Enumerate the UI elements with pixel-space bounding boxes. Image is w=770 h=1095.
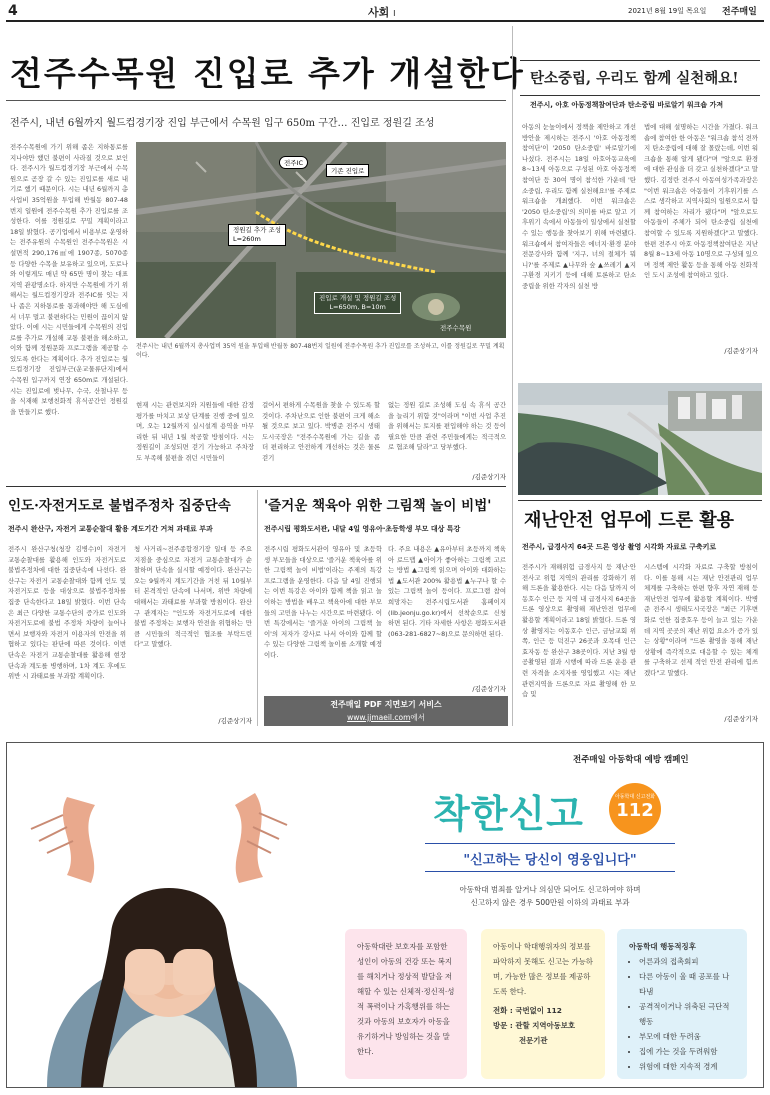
section-name bbox=[368, 4, 395, 20]
ad-desc-line-1: 아동학대 범죄를 알거나 의심만 되어도 신고하여야 하며 bbox=[459, 885, 641, 894]
carbon-col-1: 아동의 눈높이에서 정책을 제안하고 개선방안을 제시하는 전주시 '아호 아동정책참여단'이 '2050 탄소중립' 바로알기에 나섰다. 전주시는 18일 아호아동교육에 8~13세 아동으로 구성된 아호 아동정책참여단 등 30여 명이 참석한 가운데 '탄소중립, 우리도 함께 실천해요!'를 주제로 워크숍을 개최했다. 이번 워크숍은 '2050 탄소중립'의 의미를 바로 알고 기후위기 속에서 아동들이 일상에서 실천할 수 있는 행동을 찾아보기 위해 마련됐다. 워크숍에서 참여자들은 에너지·환경 분야 전문강사와 함께 '지구, 너의 절체가 뭐니?'를 주제로 ▲나무와 숲 ▲쓰레기 ▲지구환경 지키기 등에 대해 토론하고 탄소중립을 위한 각자의 실천 방 bbox=[522, 123, 636, 290]
pdf-service-link-line bbox=[264, 712, 508, 723]
book-col-2: 다. 주요 내용은 ▲유아부터 초등까지 책육아 로드맵 ▲아이가 좋아하는 그림책 고르는 방법 ▲그림책 읽으며 아이와 대화하는 법 ▲도서관 200% 활용법 ▲누구나 할 수 있는 그림책 놀이 등이다. 프로그램 참여 희망자는 전주시립도서관 홈페이지(lib.jeonju.go.kr)에서 선착순으로 신청하면 된다. 기타 자세한 사항은 평화도서관(063-281-6827~8)으로 문의하면 된다. bbox=[388, 545, 506, 638]
book-headline: '즐거운 책육아 위한 그림책 놀이 비법' bbox=[264, 498, 492, 514]
ad-logo: 착한신고 bbox=[433, 792, 584, 836]
main-subhead: 전주시, 내년 6월까지 월드컵경기장 진입 부근에서 수목원 입구 650m 구간… 진입로 정원길 조성 bbox=[10, 118, 435, 129]
ad-sign-item: • 어른과의 접촉회피 bbox=[639, 954, 735, 969]
ad-box-report-visit-2: 전문기관 bbox=[519, 1036, 548, 1045]
bike-book-divider bbox=[257, 490, 258, 726]
pdf-service-url[interactable]: www.jjmaeil.com bbox=[347, 713, 411, 722]
drone-headline: 재난안전 업무에 드론 활용 bbox=[524, 510, 735, 531]
book-reporter: /김준상기자 bbox=[472, 685, 506, 693]
bike-reporter: /김준상기자 bbox=[218, 717, 252, 725]
ad-sign-item: • 부모에 대한 두려움 bbox=[639, 1029, 735, 1044]
ad-box-signs bbox=[617, 929, 747, 1079]
carbon-subhead: 전주시, 아호 아동정책참여단과 탄소중립 바로알기 워크숍 가져 bbox=[530, 101, 724, 109]
bike-col-2: 청 사거리~전주종합경기장 일대 등 주요 지점을 중심으로 자전거 교통순찰대가 순찰하며 단속을 실시할 예정이다. 완산구는 오는 9월까지 계도기간을 거친 뒤 10월부터 본격적인 단속에 나서며, 위반 차량에 대해서는 과태료를 부과할 방침이다. 완산구 관계자는 "인도와 자전거도로에 대한 불법 주정차는 보행자 안전을 위협하는 만큼 시민들의 적극적인 협조를 부탁드린다"고 말했다. bbox=[134, 545, 252, 649]
paper-name: 전주매일 bbox=[722, 7, 757, 17]
ad-sign-item: • 위험에 대한 지속적 경계 bbox=[639, 1059, 735, 1074]
main-headline: 전주수목원 진입로 추가 개설한다 bbox=[10, 54, 525, 93]
ad-box-report-text: 아동이나 학대행위자의 정보를 파악하지 못해도 신고는 가능하며, 가능한 많은 정보를 제공하도록 한다. bbox=[493, 942, 593, 996]
main-col-3: 걸어서 편하게 수목원을 찾을 수 있도록 할 것이다. 주차난으로 인한 불편이 크게 해소될 것으로 보고 있다. 박병준 전주시 생태도시국장은 "전주수목원에 가는 길을 좀 더 편리하고 안전하게 개선하는 것은 물론 걷기 bbox=[262, 401, 380, 462]
carbon-col-2: 법에 대해 설명하는 시간을 가졌다. 워크숍에 참여한 한 아동은 "워크숍 참석 전까지 탄소중립에 대해 잘 몰랐는데, 이번 워크숍을 통해 알게 됐다"며 "앞으로 환경에 대한 관심을 더 갖고 실천하겠다"고 말했다. 김정란 전주시 아동여성가족과장은 "이번 워크숍은 아동들이 기후위기를 스스로 생각하고 지역사회의 일원으로서 함께 참여하는 자리가 됐다"며 "앞으로도 아동들이 주체가 되어 탄소중립 실천에 참여할 수 있도록 지원하겠다"고 말했다. 한편 전주시 아호 아동정책참여단은 지난 8월 8~13세 아동 10명으로 구성돼 있으며 정책 제안 활동 등을 통해 아동 친화적인 도시 조성에 참여하고 있다. bbox=[644, 123, 758, 280]
map-label-ic: 전주IC bbox=[279, 156, 308, 169]
drone-top-rule bbox=[518, 500, 762, 501]
main-photo-caption: 전주시는 내년 6월까지 총사업비 35억 원을 투입해 반월동 807-48번지 일원에 전주수목원 추가 진입로를 조성하고, 이를 정원길로 꾸밀 계획이다. bbox=[136, 343, 505, 359]
main-col-4: 없는 정원 길로 조성해 도심 속 휴식 공간을 늘리기 위함 것"이라며 "이번 사업 추진을 위해서는 토지를 편입해야 하는 것 등이 필요한 만큼 관련 주민들에게는 적극적으로 협조해 달라"고 당부했다. bbox=[388, 401, 506, 452]
drone-subhead: 전주시, 급경사지 64곳 드론 영상 촬영 시각화 자료로 구축키로 bbox=[522, 543, 717, 551]
bike-subhead: 전주시 완산구, 자전거 교통순찰대 활용 계도기간 거쳐 과태료 부과 bbox=[8, 525, 213, 533]
book-subhead: 전주시립 평화도서관, 내달 4일 영유아·초등학생 부모 대상 특강 bbox=[264, 525, 461, 533]
carbon-reporter: /김준상기자 bbox=[724, 347, 758, 355]
ad-desc-line-2: 신고하지 않은 경우 500만원 이하의 과태료 부과 bbox=[470, 898, 630, 907]
ad-112-badge-number: 112 bbox=[616, 800, 654, 821]
ad-112-badge bbox=[609, 783, 661, 835]
main-bottom-rule bbox=[6, 486, 506, 487]
drone-col-1: 전주시가 재해위험 급경사지 등 재난·안전사고 위험 지역의 관리를 강화하기 위해 드론을 활용한다. 시는 다음 달까지 이동호수 인근 등 지역 내 급경사지 64곳을 드론 영상으로 촬영해 재난안전 업무에 활용할 계획이라고 18일 밝혔다. 드론 영상 촬영지는 이동호수 인근, 금남교회 위쪽, 인근 등 덕진구 26곳과 오목대 인근 효자동 등 완산구 38곳이다. 지난 3월 항공촬영된 결과 시행에 따라 드론 운용 관련 자격을 소지자를 영입했고 시는 재난 관련지역을 드론으로 자료 촬영해 한 모습 및 bbox=[522, 563, 636, 699]
section-label: 사회 bbox=[368, 6, 390, 19]
ad-desc bbox=[405, 883, 695, 909]
ad-box-report bbox=[481, 929, 605, 1079]
drone-aerial-image bbox=[518, 383, 762, 495]
ad-slogan-rule-bottom bbox=[425, 871, 675, 872]
ad-slogan: "신고하는 당신이 영웅입니다" bbox=[463, 853, 637, 868]
drone-reporter: /김준상기자 bbox=[724, 715, 758, 723]
ad-slogan-rule-top bbox=[425, 843, 675, 844]
map-label-arboretum: 전주수목원 bbox=[440, 324, 472, 332]
pdf-service-box bbox=[264, 696, 508, 726]
bike-headline: 인도·자전거도로 불법주정차 집중단속 bbox=[8, 498, 231, 514]
map-label-garden bbox=[228, 224, 286, 246]
main-reporter: /김준상기자 bbox=[472, 473, 506, 481]
ad-frame bbox=[6, 742, 764, 1088]
bike-col-1: 전주시 완산구청(청장 김병수)이 자전거 교통순찰대를 활용해 인도와 자전거도로 불법주정차에 대한 집중단속에 나선다. 완산구는 자전거 교통순찰대와 함께 인도 및 자전거도로 등을 대상으로 불법주정차를 집중 단속한다고 18일 밝혔다. 이번 단속은 최근 다양한 교통수단의 증가로 인도와 자전거도로에 불법 주정차 차량이 늘어나면서 보행자와 자전거 이용자의 안전을 위협하고 있다는 판단에 따른 것이다. 이번 단속은 자전거 교통순찰대를 활용해 현장 단속과 계도를 병행하며, 1차 계도 후에도 위반 시 과태료를 부과할 계획이다. bbox=[8, 545, 126, 681]
book-col-1: 전주시립 평화도서관이 영유아 및 초등학생 부모들을 대상으로 '즐거운 책육아를 위한 그림책 놀이 비법'이라는 주제의 특강 프로그램을 운영한다. 다음 달 4일 진행되는 이번 특강은 아이와 함께 책을 읽고 놀이하는 방법을 배우고 책육아에 대한 부모들의 고민을 나누는 시간으로 마련됐다. 이번 특강에서는 '즐거운 아이의 그림책 놀이'의 저자가 강사로 나서 아이와 함께 할 수 있는 다양한 그림책 놀이를 소개할 예정이다. bbox=[264, 545, 382, 659]
ad-box-definition bbox=[345, 929, 467, 1079]
main-col-2: 현재 시는 관련보지와 지원들에 대한 감정평가를 마치고 보상 단계를 진행 중에 있으며, 오는 12월까지 실시설계 용역을 마무리한 뒤 내년 1월 착공할 방침이다. 시는 정원길이 조성되면 걷기 가능하고 주차장도 부족해 불편을 겪던 시민들이 bbox=[136, 401, 254, 462]
right-col-divider bbox=[512, 26, 513, 726]
map-label-new-road-len: L=650m, B=10m bbox=[329, 303, 386, 311]
ad-box-definition-text: 아동학대란 보호자를 포함한 성인이 아동의 건강 또는 복지를 해치거나 정상적 발달을 저해할 수 있는 신체적·정신적·성적 폭력이나 가혹행위를 하는 것과 아동의 보호자가 아동을 유기하거나 방임하는 것을 말한다. bbox=[357, 942, 455, 1056]
ad-box-report-tel: 전화 : 국번없이 112 bbox=[493, 1006, 562, 1015]
main-col-1: 전주수목원에 가기 위해 좁은 지하통로를 지나야만 했던 불편이 사라질 것으로 보인다. 전주시가 월드컵경기장 부근에서 수목원으로 곧장 갈 수 있는 진입로를 새로 내기로 했기 때문이다. 시는 내년 6월까지 총사업비 35억원을 투입해 반월동 807-48번지 일원에 전주수목원 추가 진입로를 조성한다. 이를 정원길로 꾸밀 계획이라고 18일 밝혔다. 공기업에서 비용부로 운영하는 전주유원의 수목원인 전주수목원은 시설면적 290,176㎡에 1907종, 5070종 등 다양한 수목을 보유하고 있으며, 도로나와 이렇게도 매년 약 65만 명이 찾는 대표 지역 관광명소다. 하지만 수목원에 가기 위해서는 월드컵경기장과 전주IC를 잇는 지나 좁은 지하통로를 통과해야만 해 도심에서 너무 멀고 불편하다는 민원이 끊이지 않았다. 이에 시는 시민들에게 수목원의 진입로를 추가로 개설해 교통 불편을 해소하고, 이와 함께 정원문화 프로그램을 제공할 수 있도록 한다는 계획이다. 추가 진입로는 월드컵경기장 진입부근(운교물류단지)에서 수목원 입구까지 연장 650m로 개설된다. 시는 진입로에 벚나무, 수국, 산철나무 등을 식재해 보행친화적 휴식공간인 정원길을 만들기로 했다. bbox=[10, 143, 128, 416]
drone-photo bbox=[518, 383, 762, 495]
section-suffix: I bbox=[393, 9, 396, 18]
issue-date: 2021년 8월 19일 목요일 bbox=[628, 7, 707, 15]
header-rule bbox=[6, 20, 764, 22]
map-label-new-road bbox=[314, 292, 401, 314]
map-label-existing: 기존 진입로 bbox=[326, 164, 369, 177]
drone-col-2: 시스템에 시각화 자료로 구축할 방침이다. 이를 통해 시는 재난 안전관리 업무 체계를 구축하는 한편 향후 자연 재해 등 재난안전 업무에 활용할 계획이다. 박병준 전주시 생태도시국장은 "최근 기후변화로 인한 집중호우 등이 늘고 있는 가운데 지역 곳곳의 재난 위험 요소가 증가 있는 상황"이라며 "드론 촬영을 통해 재난상황에 즉각적으로 대응할 수 있는 체계를 구축하고 선제 적인 안전 관리에 힘쓰겠다"고 말했다. bbox=[644, 563, 758, 677]
map-label-garden-len: L=260m bbox=[233, 235, 261, 243]
ad-box-report-visit: 방문 : 관할 지역아동보호 bbox=[493, 1021, 576, 1030]
page-number: 4 bbox=[8, 3, 18, 19]
ad-box-signs-title: 아동학대 행동적징후 bbox=[629, 942, 696, 951]
ad-campaign-title: 전주매일 아동학대 예방 캠페인 bbox=[573, 755, 689, 765]
main-headline-rule bbox=[6, 100, 506, 101]
ad-sign-item: • 다른 아동이 울 때 공포를 나타냄 bbox=[639, 969, 735, 999]
ad-box-signs-list bbox=[629, 954, 735, 1074]
map-label-new-road-text: 진입로 개설 및 정원길 조성 bbox=[319, 294, 397, 302]
ad-sign-item: • 집에 가는 것을 두려워함 bbox=[639, 1044, 735, 1059]
aerial-map-photo bbox=[136, 142, 506, 338]
carbon-title: 탄소중립, 우리도 함께 실천해요! bbox=[530, 70, 739, 87]
ad-112-badge-top: 아동학대 신고전화 bbox=[614, 794, 656, 800]
pdf-service-suffix: 에서 bbox=[410, 713, 425, 722]
ad-sign-item: • 공격적이거나 위축된 극단적 행동 bbox=[639, 999, 735, 1029]
pdf-service-title: 전주매일 PDF 지면보기 서비스 bbox=[330, 700, 442, 709]
ad-child-illustration bbox=[7, 763, 337, 1087]
map-label-garden-text: 정원길 추가 조성 bbox=[233, 226, 282, 234]
